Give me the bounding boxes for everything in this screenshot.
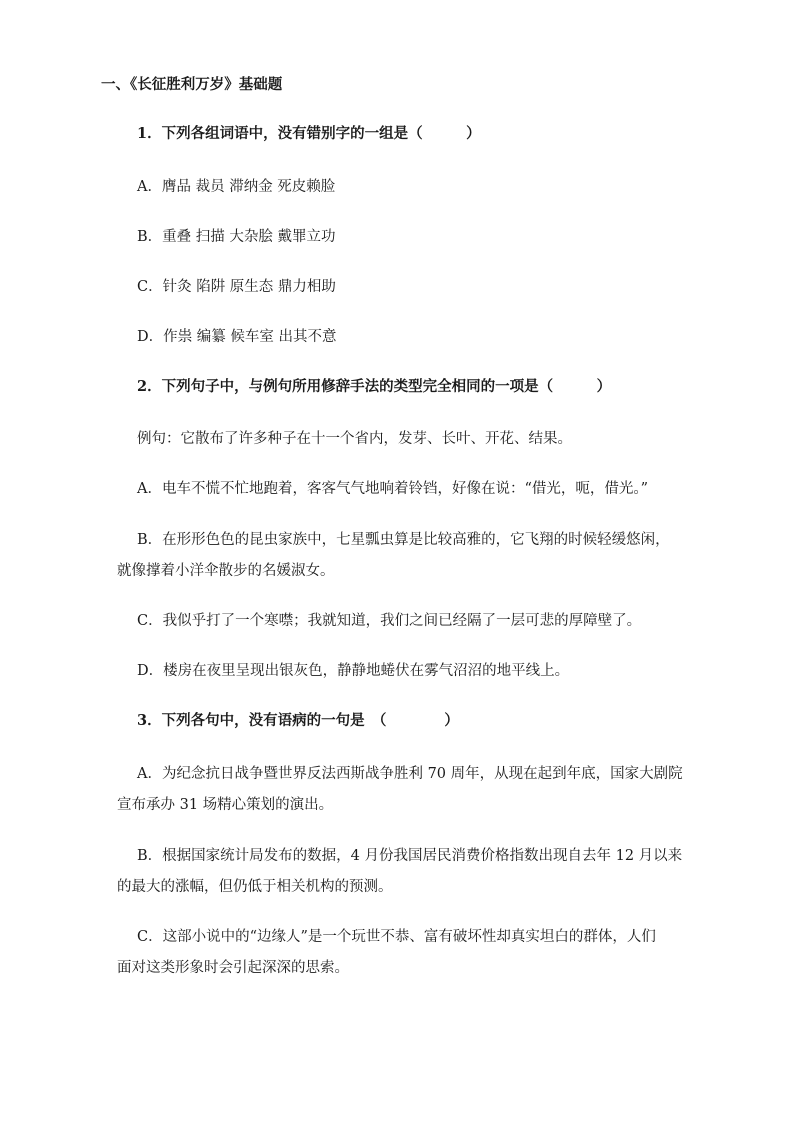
question-3-stem: 3．下列各句中，没有语病的一句是 （ ） bbox=[137, 712, 459, 729]
question-2-option-c: C．我似乎打了一个寒噤；我就知道，我们之间已经隔了一层可悲的厚障壁了。 bbox=[137, 613, 642, 629]
question-3-option-a-line-1: A．为纪念抗日战争暨世界反法西斯战争胜利 70 周年，从现在起到年底，国家大剧院 bbox=[137, 766, 683, 782]
question-2-option-b-line-1: B．在形形色色的昆虫家族中，七星瓢虫算是比较高雅的，它飞翔的时候轻缓悠闲， bbox=[137, 532, 670, 548]
question-1-option-a: A．膺品 裁员 滞纳金 死皮赖脸 bbox=[137, 179, 336, 195]
question-1-option-b: B．重叠 扫描 大杂脍 戴罪立功 bbox=[137, 229, 336, 245]
question-3-option-b-line-1: B．根据国家统计局发布的数据，4 月份我国居民消费价格指数出现自去年 12 月以来 bbox=[137, 848, 683, 864]
question-2-example: 例句：它散布了许多种子在十一个省内，发芽、长叶、开花、结果。 bbox=[137, 431, 572, 447]
question-2-option-b-line-2: 就像撑着小洋伞散步的名媛淑女。 bbox=[117, 563, 335, 579]
question-3-option-c-line-2: 面对这类形象时会引起深深的思索。 bbox=[117, 960, 349, 976]
question-3-option-c-line-1: C．这部小说中的“边缘人”是一个玩世不恭、富有破坏性却真实坦白的群体，人们 bbox=[137, 929, 656, 945]
question-1-stem: 1．下列各组词语中，没有错别字的一组是（ ） bbox=[137, 125, 481, 142]
question-2-option-a: A．电车不慌不忙地跑着，客客气气地响着铃铛，好像在说：“借光，呃，借光。” bbox=[137, 481, 649, 497]
question-3-option-b-line-2: 的最大的涨幅，但仍低于相关机构的预测。 bbox=[117, 879, 393, 895]
question-2-stem: 2．下列句子中，与例句所用修辞手法的类型完全相同的一项是（ ） bbox=[137, 378, 612, 395]
section-heading: 一、《长征胜利万岁》基础题 bbox=[101, 76, 283, 93]
question-2-option-d: D．楼房在夜里呈现出银灰色，静静地蜷伏在雾气沼沼的地平线上。 bbox=[137, 663, 570, 679]
question-3-option-a-line-2: 宣布承办 31 场精心策划的演出。 bbox=[117, 797, 334, 813]
question-1-option-c: C．针灸 陷阱 原生态 鼎力相助 bbox=[137, 279, 336, 295]
question-1-option-d: D．作祟 编纂 候车室 出其不意 bbox=[137, 329, 337, 345]
